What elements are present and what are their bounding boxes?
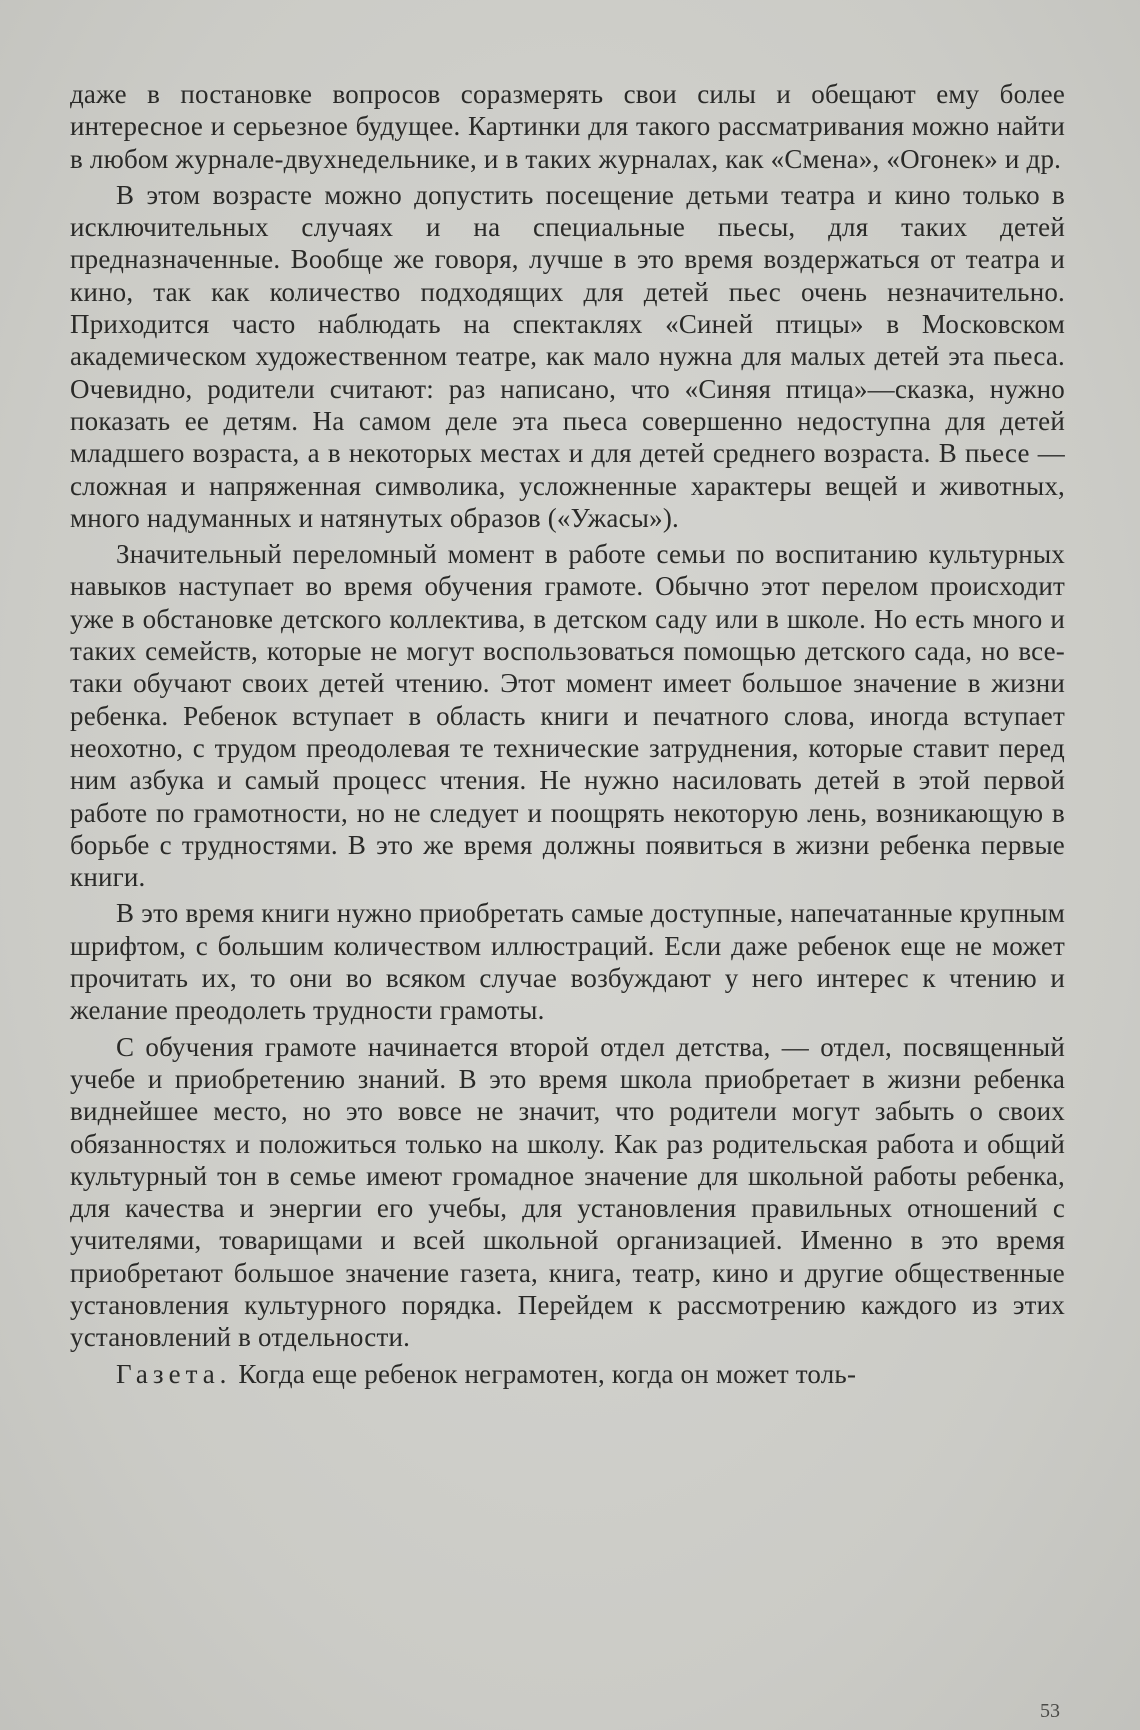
paragraph-second-period: С обучения грамоте начинается второй отдел детства, — отдел, посвященный учебе и приобретению знаний. В это время школа приобретает в жизни ребенка виднейшее место, но это вовсе не значит, что родители могут забыть о своих обязанностях и положиться только на школу. Как раз родительская работа и общий культурный тон в семье имеют громадное значение для школьной работы ребенка, для качества и энергии его учебы, для установления правильных отношений с учителями, товарищами и всей школьной организацией. Именно в это время приобретают большое значение газета, книга, театр, кино и другие общественные установления культурного порядка. Перейдем к рассмотрению каждого из этих установлений в отдельности. bbox=[70, 1031, 1065, 1353]
paragraph-theatre-and-cinema: В этом возрасте можно допустить посещение детьми театра и кино только в исключительных случаях и на специальные пьесы, для таких детей предназначенные. Вообще же говоря, лучше в это время воздержаться от театра и кино, так как количество подходящих для детей пьес очень незначительно. Приходится часто наблюдать на спектаклях «Синей птицы» в Московском академическом художественном театре, как мало нужна для малых детей эта пьеса. Очевидно, родители считают: раз написано, что «Синяя птица»—сказка, нужно показать ее детям. На самом деле эта пьеса совершенно недоступна для детей младшего возраста, а в некоторых местах и для детей среднего возраста. В пьесе — сложная и напряженная символика, усложненные характеры вещей и животных, много надуманных и натянутых образов («Ужасы»). bbox=[70, 179, 1065, 533]
paragraph-newspaper bbox=[70, 1358, 1065, 1390]
paragraph-first-books: В это время книги нужно приобретать самые доступные, напечатанные крупным шрифтом, с большим количеством иллюстраций. Если даже ребенок еще не может прочитать их, то они во всяком случае возбуждают у него интерес к чтению и желание преодолеть трудности грамоты. bbox=[70, 898, 1065, 1026]
paragraph-newspaper-text: Когда еще ребенок неграмотен, когда он может толь- bbox=[231, 1358, 857, 1389]
paragraph-continued: даже в постановке вопросов соразмерять свои силы и обещают ему более интересное и серьезное будущее. Картинки для такого рассматривания можно найти в любом журнале-двухнедельнике, и в таких журналах, как «Смена», «Огонек» и др. bbox=[70, 79, 1065, 174]
section-heading-newspaper: Газета. bbox=[116, 1358, 232, 1389]
paragraph-literacy-turning-point: Значительный переломный момент в работе семьи по воспитанию культурных навыков наступает во время обучения грамоте. Обычно этот перелом происходит уже в обстановке детского коллектива, в детском саду или в школе. Но есть много и таких семейств, которые не могут воспользоваться помощью детского сада, но все-таки обучают своих детей чтению. Этот момент имеет большое значение в жизни ребенка. Ребенок вступает в область книги и печатного слова, иногда вступает неохотно, с трудом преодолевая те технические затруднения, которые ставит перед ним азбука и самый процесс чтения. Не нужно насиловать детей в этой первой работе по грамотности, но не следует и поощрять некоторую лень, возникающую в борьбе с трудностями. В это же время должны появиться в жизни ребенка первые книги. bbox=[70, 539, 1065, 893]
page-text bbox=[70, 78, 1065, 1394]
page-number: 53 bbox=[1040, 1700, 1060, 1722]
